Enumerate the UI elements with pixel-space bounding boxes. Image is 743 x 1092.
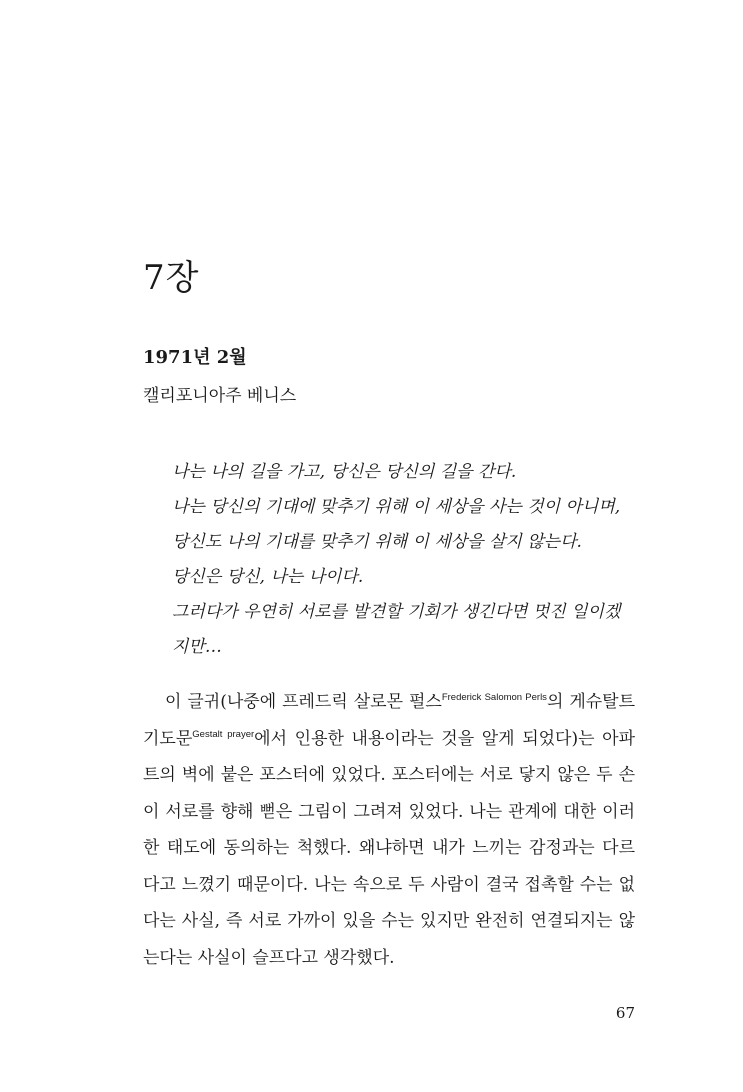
page-number: 67	[615, 1004, 635, 1022]
body-paragraph	[143, 684, 635, 976]
poem-line: 나는 당신의 기대에 맞추기 위해 이 세상을 사는 것이 아니며,	[172, 497, 621, 517]
annotation-gestalt-prayer: Gestalt prayer	[192, 728, 255, 740]
epigraph-poem	[172, 455, 632, 665]
body-text-part-3: 에서 인용한 내용이라는 것을 알게 되었다)는 아파트의 벽에 붙은 포스터에 있었다. 포스터에는 서로 닿지 않은 두 손이 서로를 향해 뻗은 그림이 그려져 있었다. 나는 관계에 대한 이러한 태도에 동의하는 척했다. 왜냐하면 내가 느끼는 감정과는 다르다고 느꼈기 때문이다. 나는 속으로 두 사람이 결국 접촉할 수는 없다는 사실, 즉 서로 가까이 있을 수는 있지만 완전히 연결되지는 않는다는 사실이 슬프다고 생각했다.	[143, 728, 635, 968]
poem-line: 당신도 나의 기대를 맞추기 위해 이 세상을 살지 않는다.	[172, 532, 582, 552]
dateline-date: 1971년 2월	[143, 347, 247, 368]
chapter-title: 7장	[143, 258, 200, 298]
poem-line: 당신은 당신, 나는 나이다.	[172, 567, 364, 587]
poem-line: 그러다가 우연히 서로를 발견할 기회가 생긴다면 멋진 일이겠	[172, 602, 621, 622]
annotation-perls: Frederick Salomon Perls	[441, 692, 547, 703]
poem-line: 지만…	[172, 637, 222, 657]
dateline-place: 캘리포니아주 베니스	[143, 386, 297, 406]
poem-line: 나는 나의 길을 가고, 당신은 당신의 길을 간다.	[172, 462, 517, 482]
body-text-part-2: 의 게슈탈트 기도문	[143, 692, 636, 749]
body-text-part-1: 이 글귀(나중에 프레드릭 살로몬 펄스	[165, 692, 442, 712]
